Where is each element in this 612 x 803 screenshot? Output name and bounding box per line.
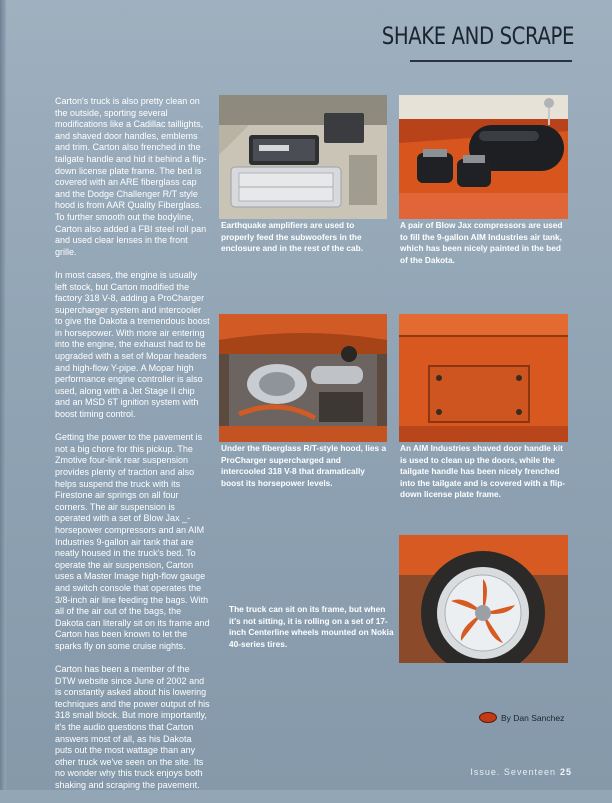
amplifiers-illustration [219,95,387,219]
engine-caption: Under the fiberglass R/T-style hood, lies a ProCharger supercharged and intercooled 318 V-8 that dramatically boost its horsepower levels. [221,443,387,488]
page-binding-shadow [0,0,6,790]
engine-photo [219,314,387,442]
article-paragraph: In most cases, the engine is usually left stock, but Carton modified the factory 318 V-8, adding a ProCharger supercharger system and intercooler to give the Dakota a tremendous boost in horsepower. With more air entering into the engine, the exhaust had to be upgraded with a set of Mopar headers and high-flow Y-pipe. A Mopar high performance engine controller is also used, along with a Jet Stage II chip and an MSD 6T ignition system with boost timing control. [55,269,210,420]
article-paragraph: Getting the power to the pavement is not a big chore for this pickup. The Zmotive four-link rear suspension provides plenty of traction and also helps suspend the truck with its Firestone air springs on all four corners. The air suspension is operated with a set of Blow Jax _-horsepower compressors and an AIM Industries 9-gallon air tank that are neatly housed in the truck's bed. To operate the air suspension, Carton uses a Master Image high-flow gauge and switch console that operates the 3/8-inch air line feeding the bags. With all of the air out of the bags, the Dakota can literally sit on its frame and Carton has been known to let the sparks fly on some cruise nights. [55,432,210,651]
compressors-illustration [399,95,568,219]
amplifiers-caption: Earthquake amplifiers are used to properly feed the subwoofers in the enclosure and in the rest of the cab. [221,220,363,254]
page-footer [426,767,572,777]
byline [479,712,564,723]
page-title: SHAKE AND SCRAPE [381,22,574,50]
amplifiers-photo [219,95,387,219]
tailgate-caption: An AIM Industries shaved door handle kit is used to clean up the doors, while the tailgate handle has been nicely frenched into the tailgate and is covered with a flip-down license plate frame. [400,443,566,500]
compressors-photo [399,95,568,219]
article-paragraph: Carton's truck is also pretty clean on the outside, sporting several modifications like a Cadillac taillights, and shaved door handles, emblems and trim. Carton also frenched in the tailgate handle and hid it behind a flip-down license plate frame. The bed is covered with an ARE fiberglass cap and the Dodge Challenger R/T style hood is from AAR Quality Fiberglass. To further smooth out the bodyline, Carton also added a FBI steel roll pan and used clear lenses in the front grille. [55,96,207,257]
engine-illustration [219,314,387,442]
byline-text: By Dan Sanchez [501,712,565,723]
wheel-illustration [399,535,568,663]
article-body [55,96,211,803]
wheel-photo [399,535,568,663]
title-rule [410,60,572,62]
wheel-caption: The truck can sit on its frame, but when it's not sitting, it is rolling on a set of 17-inch Centerline wheels mounted on Nokia 40-series tires. [229,604,394,649]
tailgate-illustration [399,314,568,442]
magazine-logo-icon [479,712,497,723]
page-number: 25 [559,767,572,777]
article-paragraph: Carton has been a member of the DTW website since June of 2002 and is constantly asked about his lowering techniques and the power output of his 318 small block. But more importantly, it's the audio questions that Carton answers most of all, as his Dakota puts out the most wattage than any other truck we've seen on the site. Its no wonder why this truck enjoys both shaking and scraping the pavement. [55,664,210,791]
issue-label: Issue. Seventeen [470,767,556,777]
compressors-caption: A pair of Blow Jax compressors are used to fill the 9-gallon AIM Industries air tank, which has been nicely painted in the bed of the Dakota. [400,220,563,265]
tailgate-photo [399,314,568,442]
